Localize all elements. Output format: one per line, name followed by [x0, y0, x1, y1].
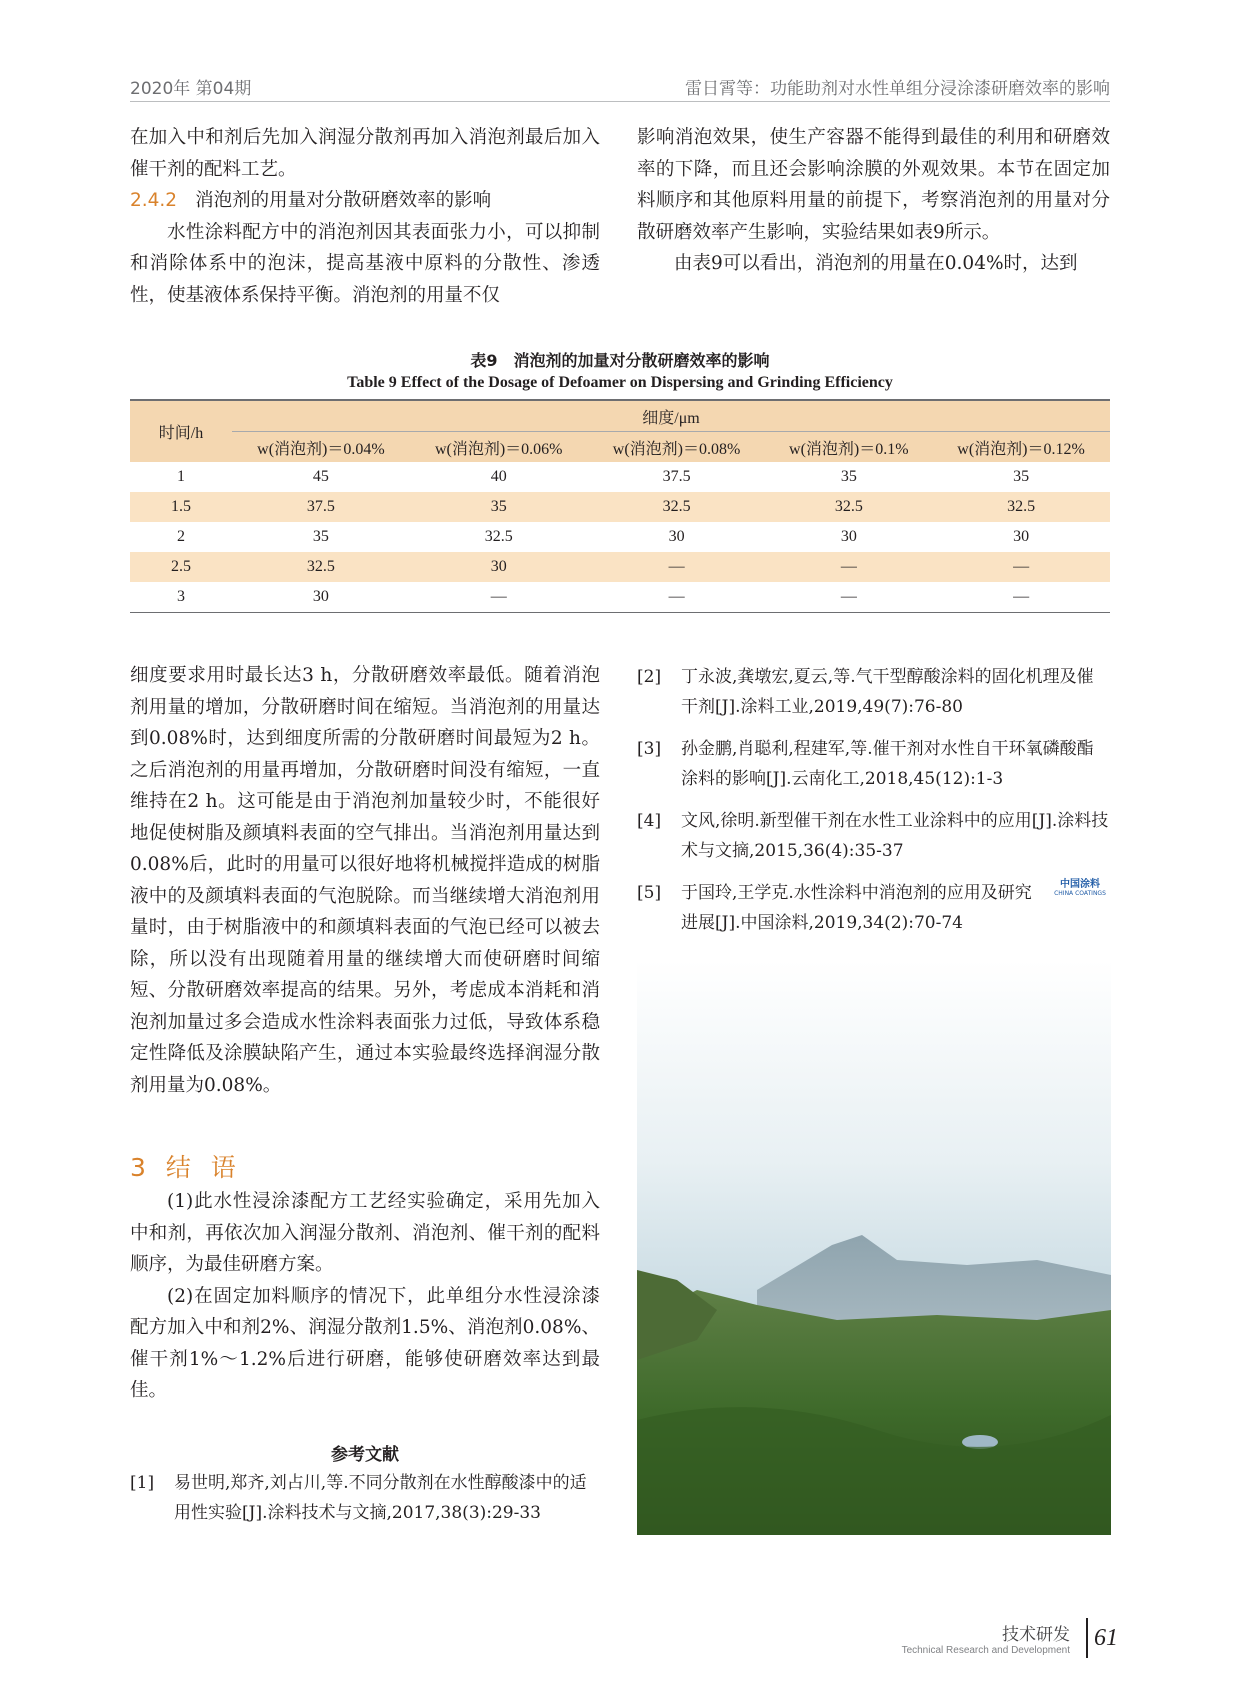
- paragraph: 水性涂料配方中的消泡剂因其表面张力小，可以抑制和消除体系中的泡沫，提高基液中原料的分散性、渗透性，使基液体系保持平衡。消泡剂的用量不仅: [130, 221, 600, 306]
- reference-number: [4]: [637, 811, 662, 831]
- table-cell: 30: [668, 528, 685, 545]
- footer-section-cn: 技术研发: [1002, 1625, 1070, 1645]
- table-cell: 40: [490, 468, 507, 485]
- table-cell: 32.5: [834, 498, 863, 515]
- table-cell: —: [410, 582, 588, 613]
- table-row: [130, 582, 1110, 613]
- reference-item: [637, 662, 1110, 722]
- left-column-bottom: [130, 660, 600, 1101]
- footer-section-en: Technical Research and Development: [901, 1645, 1070, 1656]
- paragraph: 细度要求用时最长达3 h，分散研磨效率最低。随着消泡剂用量的增加，分散研磨时间在缩短。当消泡剂的用量达到0.08%时，达到细度所需的分散研磨时间最短为2 h。之后消泡剂的用量再增加，分散研磨时间没有缩短，一直维持在2 h。这可能是由于消泡剂加量较少时，不能很好地促使树脂及颜填料表面的空气排出。当消泡剂用量达到0.08%后，此时的用量可以很好地将机械搅拌造成的树脂液中的及颜填料表面的气泡脱除。而当继续增大消泡剂用量时，由于树脂液中的和颜填料表面的气泡已经可以被去除，所以没有出现随着用量的继续增大而使研磨时间缩短、分散研磨效率提高的结果。另外，考虑成本消耗和消泡剂加量过多会造成水性涂料表面张力过低，导致体系稳定性降低及涂膜缺陷产生，通过本实验最终选择润湿分散剂用量为0.08%。: [130, 665, 600, 1096]
- table-cell: —: [1013, 558, 1030, 575]
- table-cell: 30: [1013, 528, 1030, 545]
- table-cell: 1.5: [171, 498, 191, 515]
- reference-item: [637, 878, 1110, 938]
- reference-number: [3]: [637, 739, 662, 759]
- table-cell: 1: [177, 468, 185, 485]
- subsection-number: 2.4.2: [130, 190, 178, 211]
- table-cell: 35: [840, 468, 857, 485]
- table-cell: 2.5: [171, 558, 191, 575]
- paragraph: 影响消泡效果，使生产容器不能得到最佳的利用和研磨效率的下降，而且还会影响涂膜的外观效果。本节在固定加料顺序和其他原料用量的前提下，考察消泡剂的用量对分散研磨效率产生影响，实验结果如表9所示。: [637, 127, 1110, 243]
- table-cell: 35: [490, 498, 507, 515]
- reference-list-left: [130, 1468, 600, 1528]
- table-cell: 30: [490, 558, 507, 575]
- table-cell: 35: [312, 528, 329, 545]
- table-cell: —: [765, 582, 932, 613]
- table-cell: 32.5: [662, 498, 691, 515]
- left-column-top: [130, 122, 600, 311]
- reference-item: [130, 1468, 600, 1528]
- reference-item: [637, 806, 1110, 866]
- reference-number: [1]: [130, 1473, 155, 1493]
- section-3-heading: 3 结 语: [130, 1153, 242, 1182]
- table-cell: 45: [312, 468, 329, 485]
- table-row: [130, 462, 1110, 492]
- table-cell: 35: [1013, 468, 1030, 485]
- column-header: w(消泡剂)＝0.08%: [588, 432, 766, 463]
- table-row: [130, 492, 1110, 522]
- header-divider: [130, 101, 1110, 102]
- table-cell: —: [840, 558, 857, 575]
- table-caption-en: Table 9 Effect of the Dosage of Defoamer on Dispersing and Grinding Efficiency: [347, 374, 893, 391]
- table-cell: —: [668, 558, 685, 575]
- references-title: 参考文献: [331, 1445, 399, 1465]
- table-row: [130, 552, 1110, 582]
- column-header: w(消泡剂)＝0.04%: [232, 432, 410, 463]
- right-column-top: [637, 122, 1110, 280]
- reference-text: 孙金鹏,肖聪利,程建军,等.催干剂对水性自干环氧磷酸酯涂料的影响[J].云南化工,2018,45(12):1-3: [681, 739, 1094, 789]
- logo-en: CHINA COATINGS: [1054, 890, 1106, 897]
- paragraph: (2)在固定加料顺序的情况下，此单组分水性浸涂漆配方加入中和剂2%、润湿分散剂1.5%、消泡剂0.08%、催干剂1%～1.2%后进行研磨，能够使研磨效率达到最佳。: [130, 1285, 600, 1401]
- reference-list-right: [637, 662, 1110, 938]
- table-cell: —: [932, 582, 1110, 613]
- table-cell: 32.5: [306, 558, 335, 575]
- page-number: 61: [1086, 1618, 1118, 1658]
- paragraph: 由表9可以看出，消泡剂的用量在0.04%时，达到: [674, 253, 1078, 274]
- table-9: [130, 399, 1110, 613]
- column-header: w(消泡剂)＝0.1%: [765, 432, 932, 463]
- subsection-title: 消泡剂的用量对分散研磨效率的影响: [195, 190, 492, 211]
- table-cell: 32.5: [1007, 498, 1036, 515]
- landscape-photo: [637, 960, 1111, 1535]
- column-header: w(消泡剂)＝0.06%: [410, 432, 588, 463]
- reference-text: 文风,徐明.新型催干剂在水性工业涂料中的应用[J].涂料技术与文摘,2015,36(4):35-37: [681, 811, 1109, 861]
- table-cell: 37.5: [662, 468, 691, 485]
- landscape-illustration: [637, 960, 1111, 1535]
- china-coatings-logo: [1045, 875, 1115, 897]
- table-cell: 30: [232, 582, 410, 613]
- table-cell: 3: [130, 582, 232, 613]
- table-cell: 30: [840, 528, 857, 545]
- issue-label: 2020年 第04期: [130, 79, 252, 99]
- subsection-heading: [130, 185, 600, 217]
- table-caption-cn: 表9 消泡剂的加量对分散研磨效率的影响: [470, 351, 770, 370]
- time-header: 时间/h: [158, 425, 204, 442]
- reference-text: 易世明,郑齐,刘占川,等.不同分散剂在水性醇酸漆中的适用性实验[J].涂料技术与文摘,2017,38(3):29-33: [174, 1473, 587, 1523]
- table-cell: —: [588, 582, 766, 613]
- table-cell: 32.5: [484, 528, 513, 545]
- reference-number: [5]: [637, 883, 662, 903]
- table-row: [130, 522, 1110, 552]
- reference-item: [637, 734, 1110, 794]
- column-header: w(消泡剂)＝0.12%: [932, 432, 1110, 463]
- table-cell: 2: [177, 528, 185, 545]
- logo-cn: 中国涂料: [1060, 879, 1100, 890]
- fineness-header: 细度/μm: [642, 409, 700, 427]
- reference-text: 于国玲,王学克.水性涂料中消泡剂的应用及研究进展[J].中国涂料,2019,34(2):70-74: [681, 883, 1032, 933]
- conclusions: [130, 1186, 600, 1407]
- table-cell: 37.5: [306, 498, 335, 515]
- paragraph: 在加入中和剂后先加入润湿分散剂再加入消泡剂最后加入催干剂的配料工艺。: [130, 127, 600, 180]
- reference-number: [2]: [637, 667, 662, 687]
- paragraph: (1)此水性浸涂漆配方工艺经实验确定，采用先加入中和剂，再依次加入润湿分散剂、消泡剂、催干剂的配料顺序，为最佳研磨方案。: [130, 1191, 600, 1275]
- running-title: 雷日霄等：功能助剂对水性单组分浸涂漆研磨效率的影响: [685, 79, 1110, 99]
- reference-text: 丁永波,龚墩宏,夏云,等.气干型醇酸涂料的固化机理及催干剂[J].涂料工业,2019,49(7):76-80: [681, 667, 1094, 717]
